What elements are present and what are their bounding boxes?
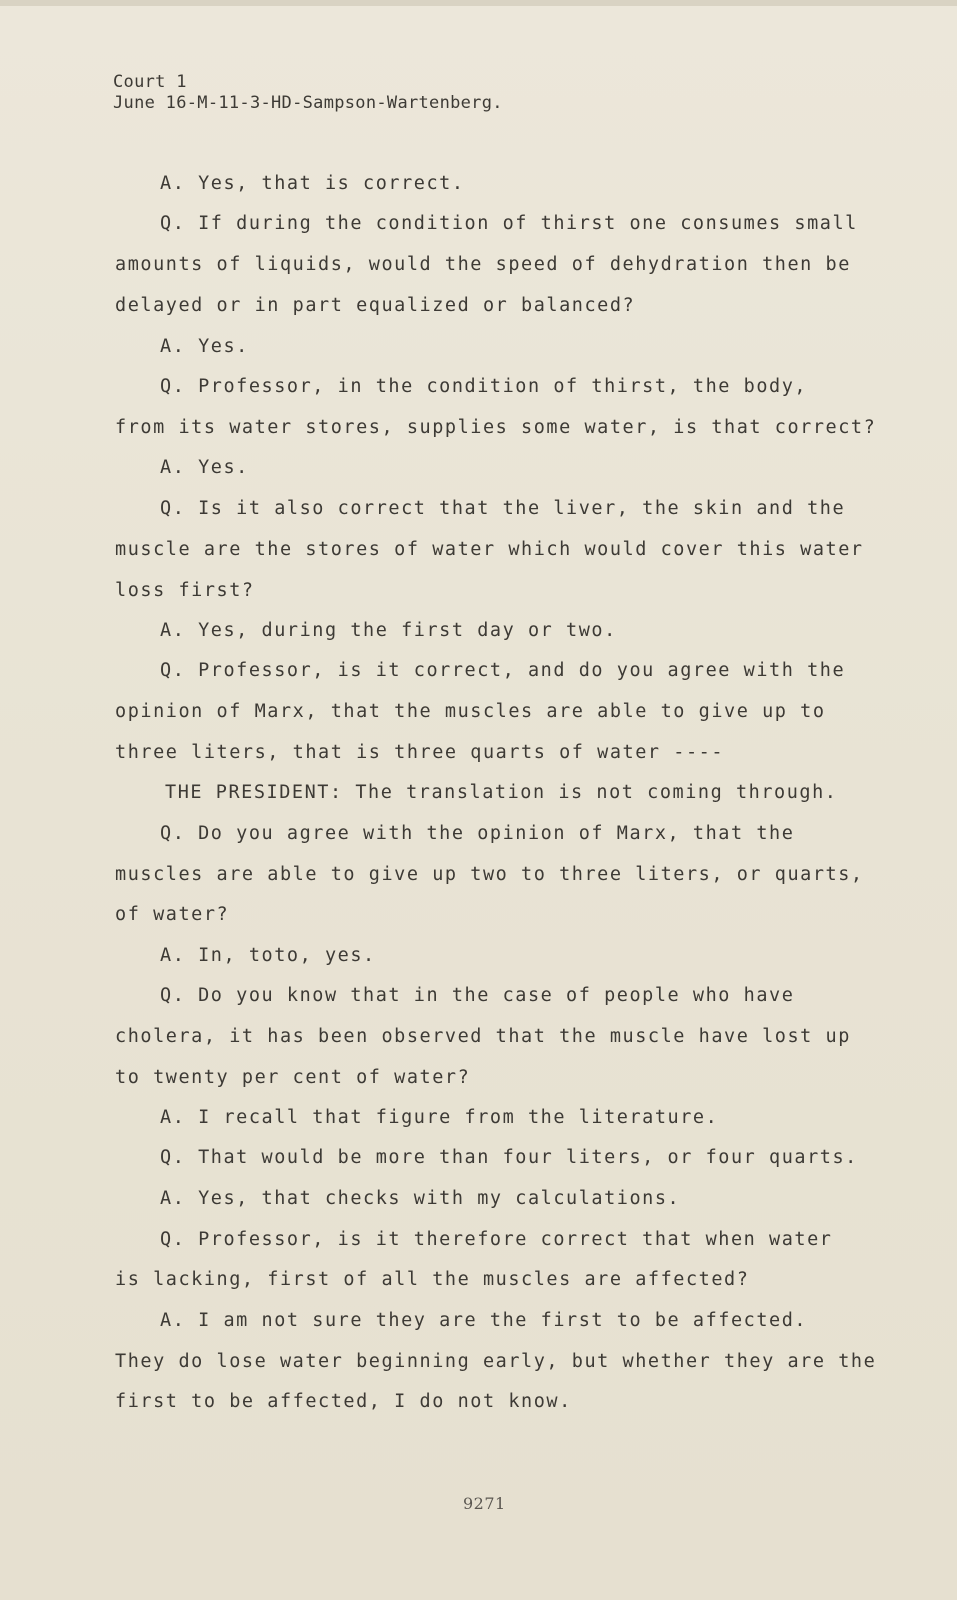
transcript-line: A. Yes. <box>160 457 249 478</box>
transcript-line: from its water stores, supplies some water, is that correct? <box>115 417 877 438</box>
transcript-line: A. Yes, that checks with my calculations. <box>160 1188 681 1209</box>
transcript-line: Q. Professor, is it correct, and do you agree with the <box>160 660 846 681</box>
transcript-line: Q. Do you know that in the case of people who have <box>160 985 795 1006</box>
transcript-line: Q. Do you agree with the opinion of Marx, that the <box>160 823 795 844</box>
session-label: June 16-M-11-3-HD-Sampson-Wartenberg. <box>113 93 503 113</box>
page-top-edge <box>0 0 957 6</box>
court-label: Court 1 <box>113 72 187 92</box>
transcript-line: delayed or in part equalized or balanced? <box>115 295 636 316</box>
transcript-line: Q. That would be more than four liters, or four quarts. <box>160 1147 858 1168</box>
transcript-line: to twenty per cent of water? <box>115 1067 471 1088</box>
transcript-line: of water? <box>115 904 230 925</box>
transcript-line: A. Yes, that is correct. <box>160 173 465 194</box>
transcript-line: Q. Is it also correct that the liver, the skin and the <box>160 498 846 519</box>
transcript-line: Q. Professor, is it therefore correct that when water <box>160 1229 833 1250</box>
transcript-line: THE PRESIDENT: The translation is not coming through. <box>165 782 838 803</box>
transcript-line: A. Yes. <box>160 336 249 357</box>
transcript-line: A. I am not sure they are the first to be affected. <box>160 1310 808 1331</box>
transcript-line: muscle are the stores of water which would cover this water <box>115 539 864 560</box>
transcript-line: cholera, it has been observed that the muscle have lost up <box>115 1026 851 1047</box>
transcript-line: They do lose water beginning early, but whether they are the <box>115 1351 877 1372</box>
transcript-line: Q. If during the condition of thirst one consumes small <box>160 213 858 234</box>
transcript-line: A. In, toto, yes. <box>160 945 376 966</box>
transcript-line: first to be affected, I do not know. <box>115 1391 572 1412</box>
page-number: 9271 <box>463 1494 506 1513</box>
transcript-line: is lacking, first of all the muscles are affected? <box>115 1269 750 1290</box>
transcript-line: muscles are able to give up two to three liters, or quarts, <box>115 864 864 885</box>
transcript-line: Q. Professor, in the condition of thirst, the body, <box>160 376 808 397</box>
transcript-line: A. I recall that figure from the literature. <box>160 1107 719 1128</box>
transcript-line: loss first? <box>115 580 255 601</box>
transcript-line: amounts of liquids, would the speed of dehydration then be <box>115 254 851 275</box>
transcript-line: three liters, that is three quarts of water ---- <box>115 742 725 763</box>
transcript-line: opinion of Marx, that the muscles are able to give up to <box>115 701 826 722</box>
document-header <box>113 72 503 114</box>
transcript-line: A. Yes, during the first day or two. <box>160 620 617 641</box>
